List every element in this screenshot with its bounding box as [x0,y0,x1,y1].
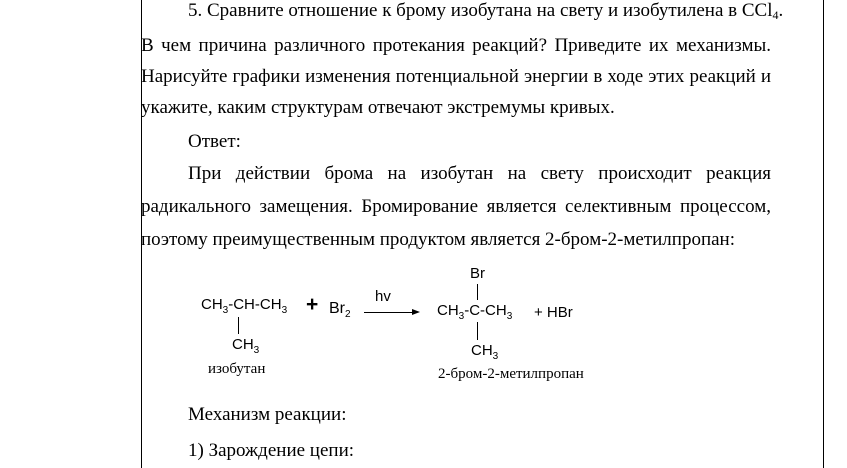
reactant-branch-bond [238,317,239,334]
question-line-4: укажите, каким структурам отвечают экстремумы кривых. [141,97,615,118]
mechanism-title: Механизм реакции: [188,404,347,425]
plus-sign: + [306,293,319,316]
light-condition: hv [375,288,391,305]
answer-label: Ответ: [188,131,241,152]
question-line-2: В чем причина различного протекания реакций? Приведите их механизмы. [141,35,771,56]
product-name: 2-бром-2-метилпропан [438,366,584,382]
right-margin-rule [823,0,824,468]
answer-line-2: радикального замещения. Бромирование является селективным процессом, [141,196,771,217]
product-methyl-branch: $CH_3$ [471,342,499,362]
answer-line-3: поэтому преимущественным продуктом является 2-бром-2-метилпропан: [141,229,735,250]
question-line-1: 5. Сравните отношение к брому изобутана на свету и изобутилена в CCl$_4$. [188,0,784,22]
product-bromine-substituent: Br [470,265,485,282]
reactant-methyl-branch: $CH_3$ [232,336,260,356]
bromine-reagent: $Br_2$ [329,300,351,320]
question-line-3: Нарисуйте графики изменения потенциальной энергии в ходе этих реакций и [141,66,771,87]
reactant-formula: $CH_3-CH-CH_3$ [201,296,288,316]
product-formula: $CH_3-C-CH_3$ [437,302,513,322]
product-bromine-bond [477,284,478,300]
hbr-byproduct: + HBr [534,304,573,321]
reactant-name: изобутан [208,361,266,377]
answer-line-1: При действии брома на изобутан на свету происходит реакция [188,163,771,184]
reaction-arrow-head [412,309,420,315]
product-methyl-bond [477,322,478,340]
step-1-initiation: 1) Зарождение цепи: [188,440,355,461]
reaction-arrow [364,312,414,313]
